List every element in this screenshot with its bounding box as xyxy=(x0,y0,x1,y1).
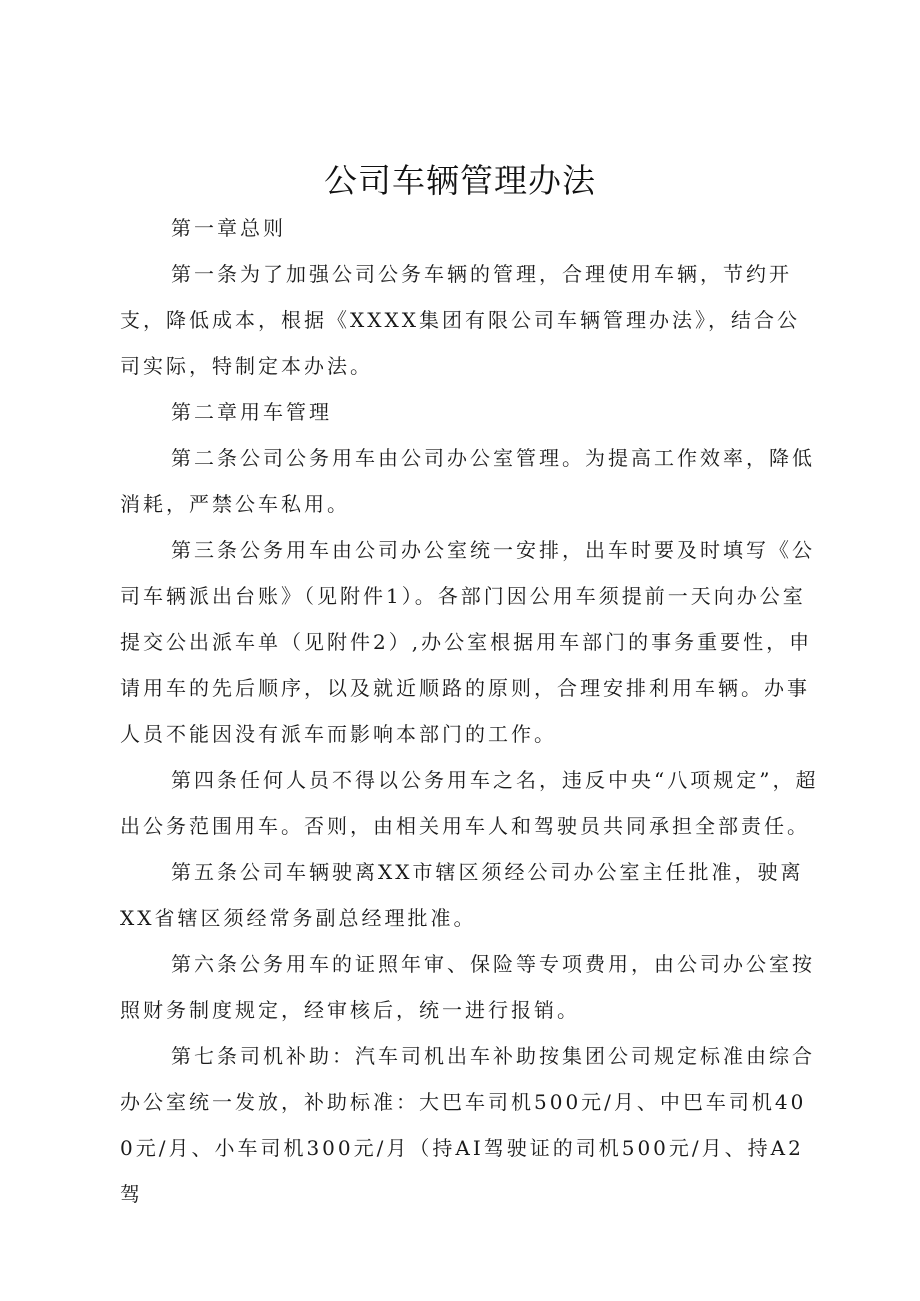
chapter-heading: 第一章总则 xyxy=(171,216,286,240)
document-title: 公司车辆管理办法 xyxy=(324,161,596,200)
article-paragraph: 第五条公司车辆驶离XX市辖区须经公司办公室主任批准，驶离XX省辖区须经常务副总经理批准。 xyxy=(120,860,804,930)
article-paragraph: 第二条公司公务用车由公司办公室管理。为提高工作效率，降低消耗，严禁公车私用。 xyxy=(120,446,815,516)
article-paragraph: 第一条为了加强公司公务车辆的管理，合理使用车辆，节约开支，降低成本，根据《XXXX集团有限公司车辆管理办法》，结合公司实际，特制定本办法。 xyxy=(120,262,800,378)
article-paragraph: 第七条司机补助：汽车司机出车补助按集团公司规定标准由综合办公室统一发放，补助标准：大巴车司机500元/月、中巴车司机400元/月、小车司机300元/月（持AI驾驶证的司机500元/月、持A2驾 xyxy=(120,1044,815,1206)
article-paragraph: 第六条公务用车的证照年审、保险等专项费用，由公司办公室按照财务制度规定，经审核后，统一进行报销。 xyxy=(120,952,815,1022)
document-body xyxy=(120,205,820,1217)
article-paragraph: 第四条任何人员不得以公务用车之名，违反中央“八项规定”，超出公务范围用车。否则，由相关用车人和驾驶员共同承担全部责任。 xyxy=(120,768,819,838)
chapter-heading: 第二章用车管理 xyxy=(171,400,332,424)
article-paragraph: 第三条公务用车由公司办公室统一安排，出车时要及时填写《公司车辆派出台账》（见附件1）。各部门因公用车须提前一天向办公室提交公出派车单（见附件2）,办公室根据用车部门的事务重要性，申请用车的先后顺序，以及就近顺路的原则，合理安排利用车辆。办事人员不能因没有派车而影响本部门的工作。 xyxy=(120,538,815,746)
